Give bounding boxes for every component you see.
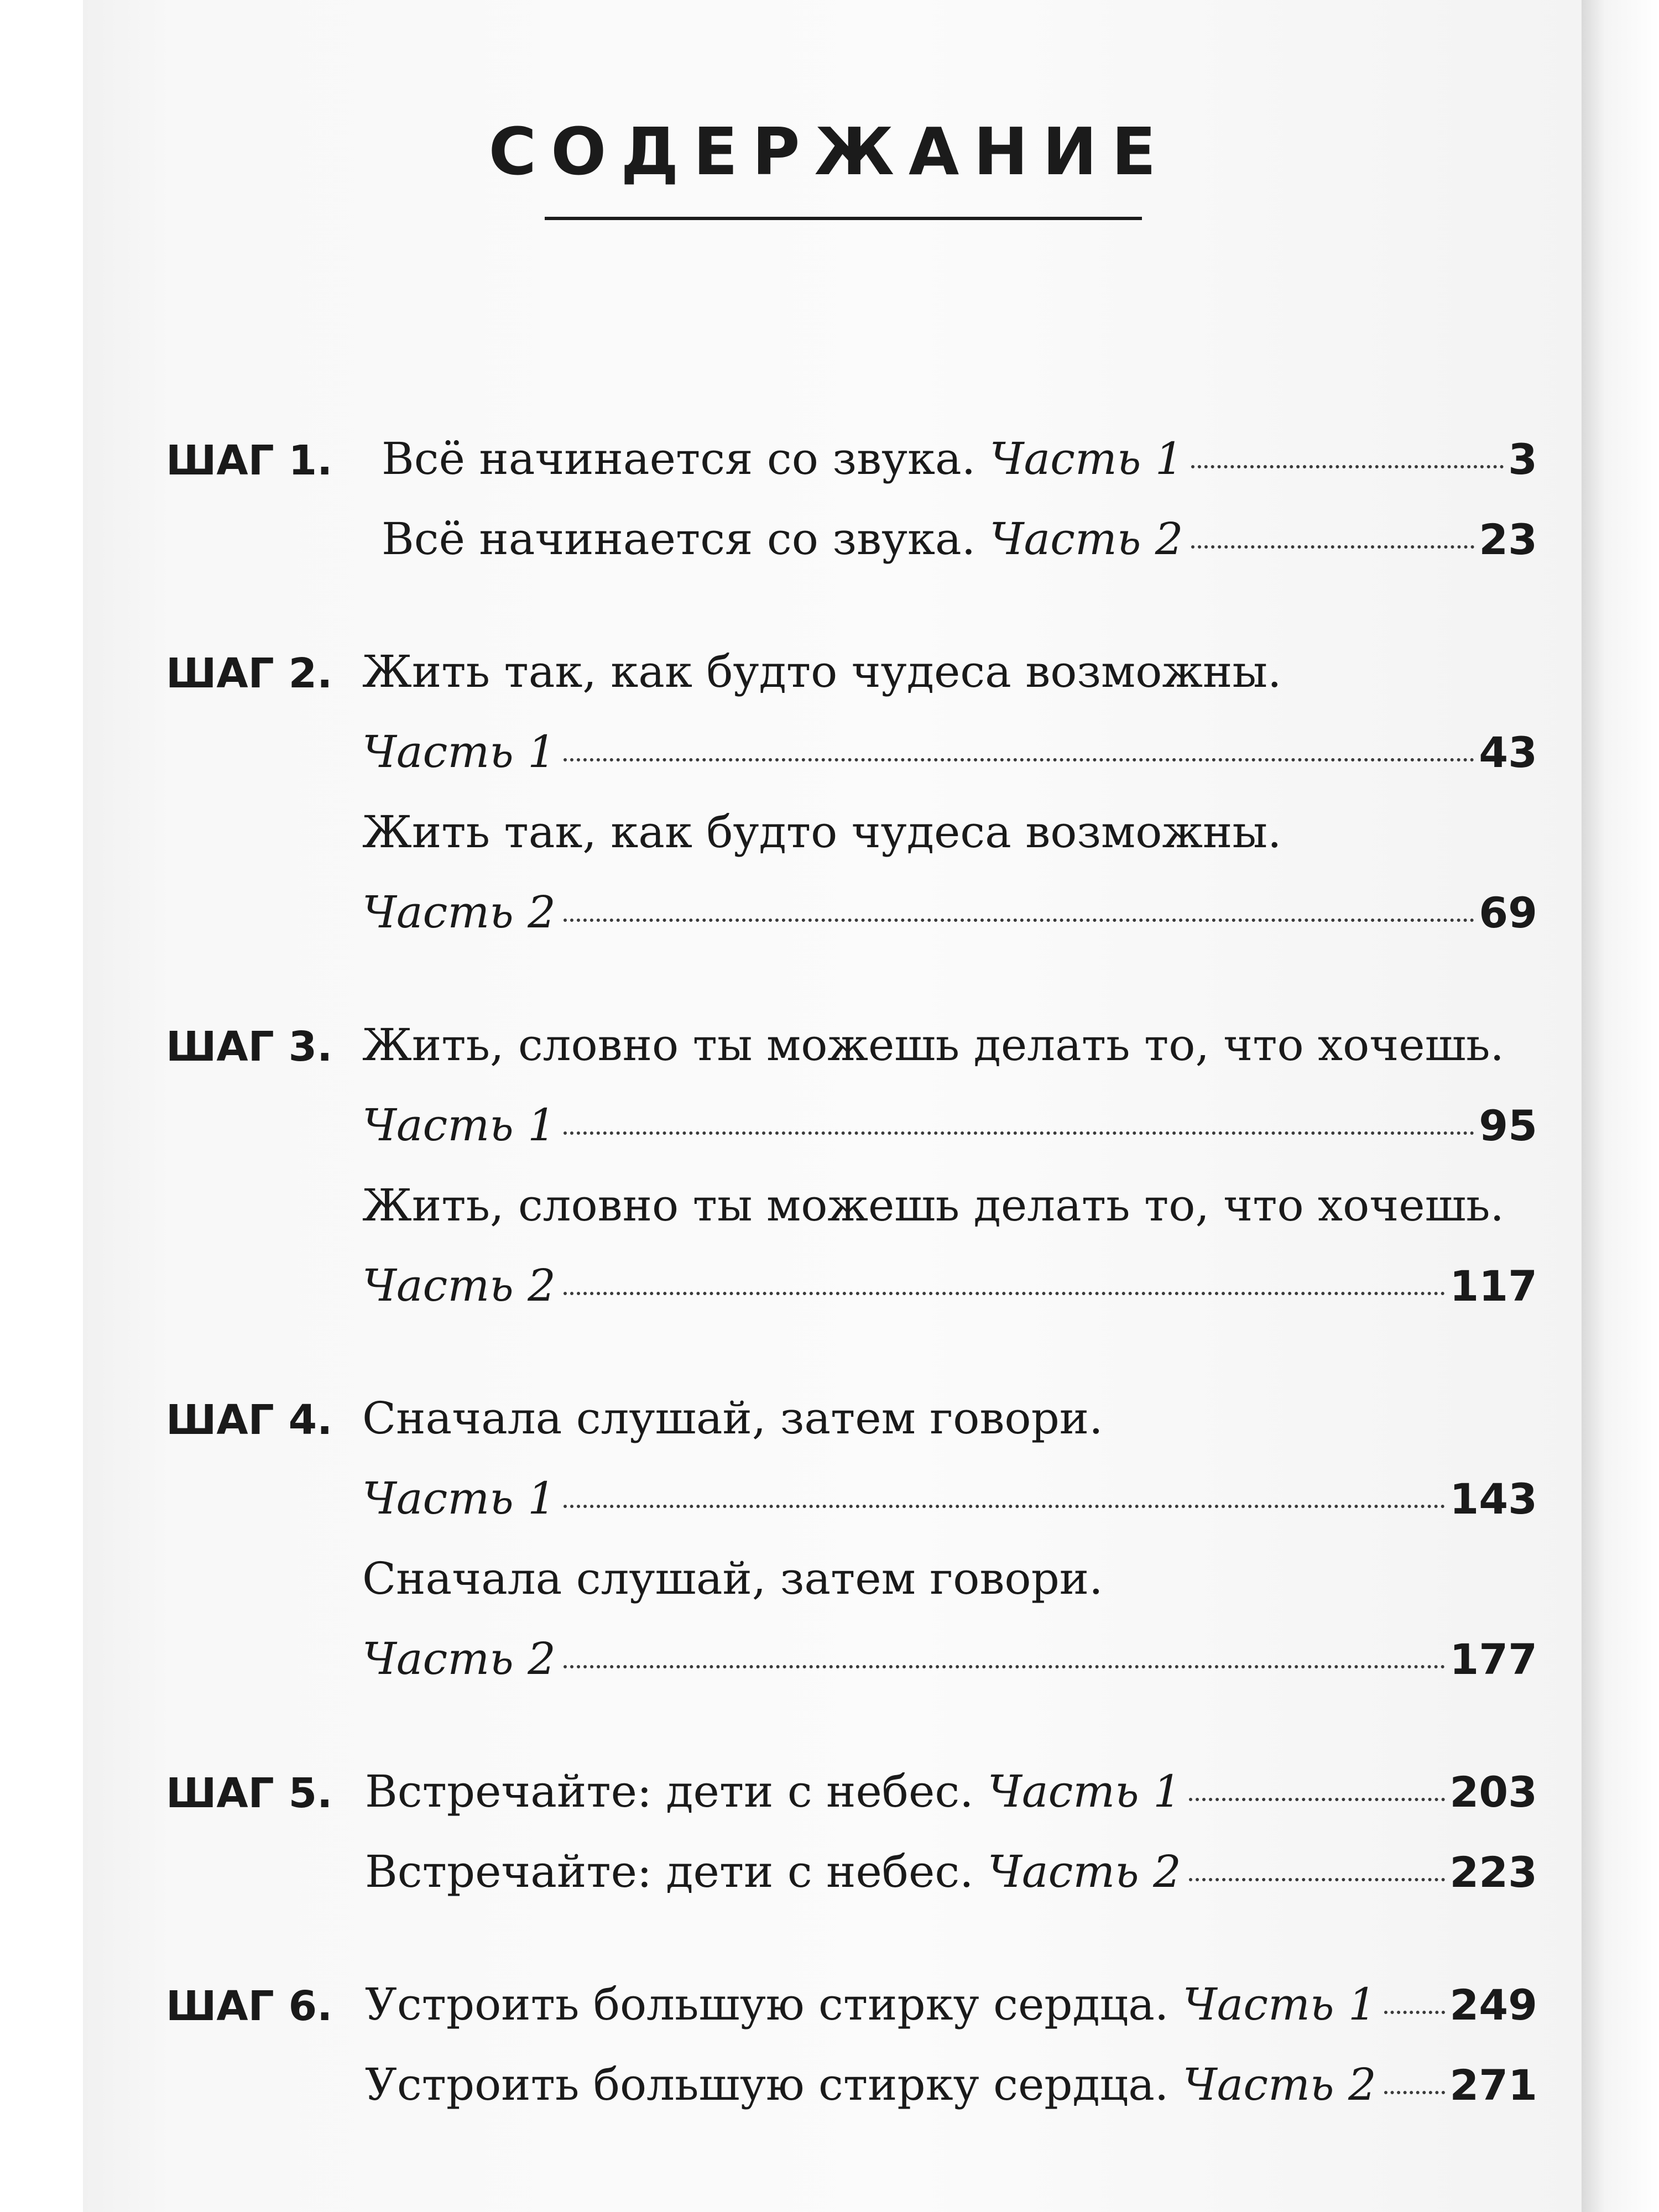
page-number: 69 (1479, 888, 1537, 937)
page-number: 223 (1449, 1848, 1537, 1897)
page-number: 43 (1479, 728, 1537, 777)
entry-title: Всё начинается со звука. (382, 433, 976, 484)
dot-leader (564, 1665, 1445, 1668)
dot-leader (564, 919, 1474, 922)
entry-line (365, 1979, 1537, 2030)
dot-leader (564, 1292, 1445, 1295)
entry-title: Встречайте: дети с небес. (365, 1766, 974, 1817)
step-label: ШАГ 1. (166, 437, 333, 484)
entry-title: Всё начинается со звука. (382, 513, 976, 565)
page-number: 3 (1508, 435, 1537, 484)
entry-part: Часть 2 (362, 1633, 556, 1684)
entry-line (362, 1019, 1504, 1071)
step-label: ШАГ 6. (166, 1983, 333, 2030)
entry-title: Сначала слушай, затем говори. (362, 1392, 1103, 1444)
entry-part: Часть 1 (989, 433, 1183, 484)
entry-part: Часть 1 (362, 1473, 556, 1524)
entry-title: Жить, словно ты можешь делать то, что хочешь. (362, 1019, 1504, 1071)
page-number: 249 (1449, 1980, 1537, 2030)
entry-line (382, 433, 1537, 484)
entry-line (362, 806, 1282, 858)
entry-part: Часть 2 (362, 1260, 556, 1311)
step-label: ШАГ 4. (166, 1396, 333, 1444)
entry-line (365, 1766, 1537, 1817)
step-label: ШАГ 3. (166, 1023, 333, 1071)
page-title: СОДЕРЖАНИЕ (488, 113, 1171, 190)
entry-line (362, 1180, 1504, 1231)
entry-line (362, 1633, 1537, 1684)
entry-line (362, 1473, 1537, 1524)
entry-line (362, 1392, 1103, 1444)
page-number: 271 (1449, 2060, 1537, 2110)
entry-title: Сначала слушай, затем говори. (362, 1553, 1103, 1604)
entry-part: Часть 1 (1182, 1979, 1376, 2030)
page-number: 95 (1479, 1101, 1537, 1150)
entry-part: Часть 2 (1182, 2059, 1376, 2110)
title-underline (545, 217, 1142, 220)
step-label: ШАГ 5. (166, 1770, 333, 1817)
entry-part: Часть 1 (362, 726, 556, 778)
entry-line (362, 646, 1282, 697)
dot-leader (1384, 2011, 1446, 2014)
page-number: 177 (1449, 1635, 1537, 1684)
entry-title: Устроить большую стирку сердца. (365, 1979, 1169, 2030)
dot-leader (1191, 545, 1475, 549)
entry-line (362, 886, 1537, 938)
entry-line (365, 2059, 1537, 2110)
entry-line (365, 1846, 1537, 1897)
page-number: 203 (1449, 1767, 1537, 1817)
page-number: 143 (1449, 1474, 1537, 1524)
entry-part: Часть 2 (989, 513, 1183, 565)
page-number: 23 (1479, 515, 1537, 564)
entry-title: Жить, словно ты можешь делать то, что хочешь. (362, 1180, 1504, 1231)
entry-title: Жить так, как будто чудеса возможны. (362, 806, 1282, 858)
dot-leader (564, 1505, 1445, 1508)
entry-title: Встречайте: дети с небес. (365, 1846, 974, 1897)
page-number: 117 (1449, 1261, 1537, 1311)
entry-line (362, 726, 1537, 778)
entry-line (362, 1260, 1537, 1311)
dot-leader (1384, 2091, 1446, 2094)
entry-line (382, 513, 1537, 565)
dot-leader (1189, 1878, 1445, 1881)
page-edge-shadow (1582, 0, 1659, 2212)
entry-part: Часть 1 (362, 1099, 556, 1151)
entry-line (362, 1099, 1537, 1151)
dot-leader (564, 1131, 1474, 1135)
entry-line (362, 1553, 1103, 1604)
dot-leader (1191, 465, 1504, 468)
entry-part: Часть 1 (987, 1766, 1182, 1817)
dot-leader (564, 758, 1474, 761)
dot-leader (1189, 1798, 1445, 1801)
step-label: ШАГ 2. (166, 650, 333, 697)
entry-part: Часть 2 (362, 886, 556, 938)
entry-part: Часть 2 (987, 1846, 1182, 1897)
entry-title: Устроить большую стирку сердца. (365, 2059, 1169, 2110)
entry-title: Жить так, как будто чудеса возможны. (362, 646, 1282, 697)
